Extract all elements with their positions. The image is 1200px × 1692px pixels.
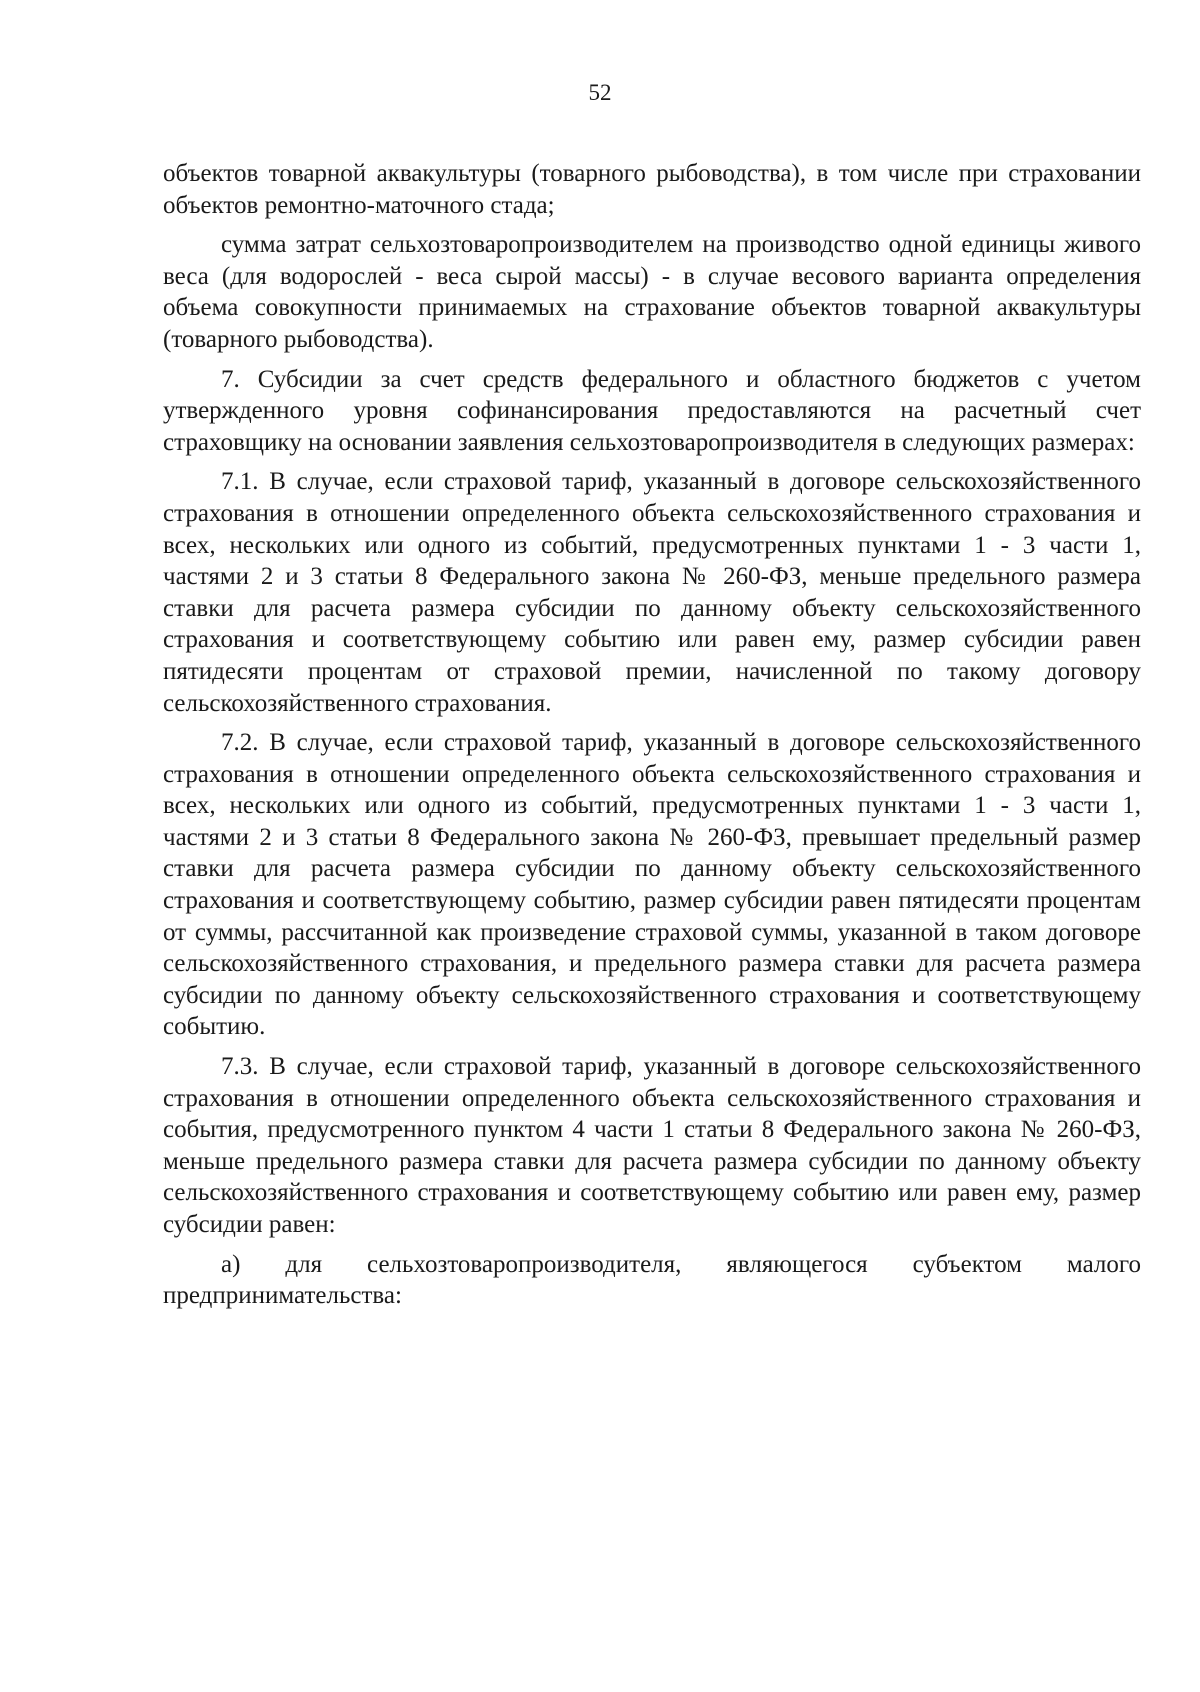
paragraph-continuation: объектов товарной аквакультуры (товарного рыбоводства), в том числе при страховании объектов ремонтно-маточного стада;: [163, 160, 1141, 219]
paragraph-item-7-3: 7.3. В случае, если страховой тариф, указанный в договоре сельскохозяйственного страхования в отношении определенного объекта сельскохозяйственного страхования и события, предусмотренного пунктом 4 части 1 статьи 8 Федерального закона № 260-ФЗ, меньше предельного размера ставки для расчета размера субсидии по данному объекту сельскохозяйственного страхования и соответствующему событию или равен ему, размер субсидии равен:: [163, 1053, 1141, 1238]
document-body: [163, 158, 1141, 1320]
paragraph-cost-sum: сумма затрат сельхозтоваропроизводителем на производство одной единицы живого веса (для водорослей - веса сырой массы) - в случае весового варианта определения объема совокупности принимаемых на страхование объектов товарной аквакультуры (товарного рыбоводства).: [163, 231, 1141, 353]
paragraph-item-7: 7. Субсидии за счет средств федерального и областного бюджетов с учетом утвержденного уровня софинансирования предоставляются на расчетный счет страховщику на основании заявления сельхозтоваропроизводителя в следующих размерах:: [163, 365, 1141, 456]
page-number: 52: [588, 80, 612, 105]
paragraph-item-7-1: 7.1. В случае, если страховой тариф, указанный в договоре сельскохозяйственного страхования в отношении определенного объекта сельскохозяйственного страхования и всех, нескольких или одного из событий, предусмотренных пунктами 1 - 3 части 1, частями 2 и 3 статьи 8 Федерального закона № 260-ФЗ, меньше предельного размера ставки для расчета размера субсидии по данному объекту сельскохозяйственного страхования и соответствующему событию или равен ему, размер субсидии равен пятидесяти процентам от страховой премии, начисленной по такому договору сельскохозяйственного страхования.: [163, 468, 1141, 717]
paragraph-item-7-2: 7.2. В случае, если страховой тариф, указанный в договоре сельскохозяйственного страхования в отношении определенного объекта сельскохозяйственного страхования и всех, нескольких или одного из событий, предусмотренных пунктами 1 - 3 части 1, частями 2 и 3 статьи 8 Федерального закона № 260-ФЗ, превышает предельный размер ставки для расчета размера субсидии по данному объекту сельскохозяйственного страхования и соответствующему событию, размер субсидии равен пятидесяти процентам от суммы, рассчитанной как произведение страховой суммы, указанной в таком договоре сельскохозяйственного страхования, и предельного размера ставки для расчета размера субсидии по данному объекту сельскохозяйственного страхования и соответствующему событию.: [163, 729, 1141, 1041]
paragraph-item-a: а) для сельхозтоваропроизводителя, являющегося субъектом малого предпринимательства:: [163, 1250, 1141, 1310]
